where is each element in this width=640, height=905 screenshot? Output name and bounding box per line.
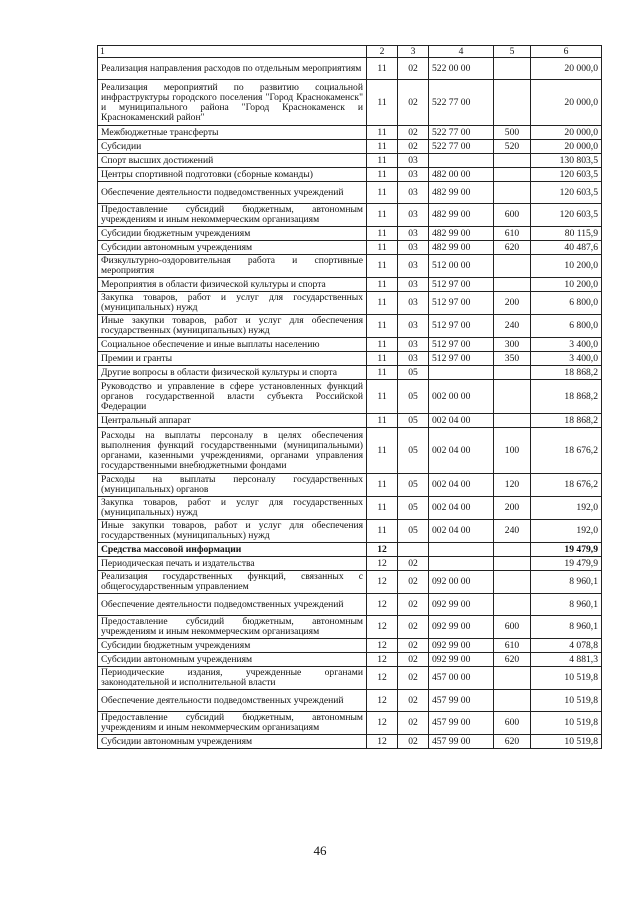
row-name-cell: Закупка товаров, работ и услуг для государственных (муниципальных) нужд: [98, 292, 367, 315]
row-section-cell: 11: [367, 497, 398, 520]
table-row: [98, 292, 602, 315]
row-article-cell: 522 77 00: [429, 80, 494, 126]
row-subsection-cell: 05: [398, 380, 429, 414]
row-subsection-cell: 03: [398, 204, 429, 227]
row-amount-cell: 40 487,6: [531, 241, 602, 255]
row-subsection-cell: 02: [398, 616, 429, 639]
row-subsection-cell: 03: [398, 292, 429, 315]
row-amount-cell: 19 479,9: [531, 557, 602, 571]
table-row: [98, 278, 602, 292]
row-amount-cell: 20 000,0: [531, 140, 602, 154]
row-article-cell: 482 00 00: [429, 168, 494, 182]
row-amount-cell: 192,0: [531, 497, 602, 520]
row-name-cell: Спорт высших достижений: [98, 154, 367, 168]
row-article-cell: 512 97 00: [429, 292, 494, 315]
row-section-cell: 12: [367, 690, 398, 712]
row-expense-type-cell: 620: [494, 653, 531, 667]
row-article-cell: 482 99 00: [429, 204, 494, 227]
row-article-cell: 092 99 00: [429, 616, 494, 639]
row-expense-type-cell: [494, 255, 531, 278]
row-article-cell: 522 00 00: [429, 58, 494, 80]
table-row: [98, 616, 602, 639]
row-article-cell: 512 97 00: [429, 278, 494, 292]
table-row: [98, 154, 602, 168]
row-expense-type-cell: 520: [494, 140, 531, 154]
row-section-cell: 12: [367, 735, 398, 749]
row-subsection-cell: 03: [398, 227, 429, 241]
row-amount-cell: 8 960,1: [531, 616, 602, 639]
row-expense-type-cell: 600: [494, 616, 531, 639]
row-article-cell: 512 00 00: [429, 255, 494, 278]
table-row: [98, 571, 602, 594]
row-expense-type-cell: [494, 543, 531, 557]
row-expense-type-cell: 100: [494, 428, 531, 474]
row-expense-type-cell: 240: [494, 315, 531, 338]
row-section-cell: 11: [367, 154, 398, 168]
row-subsection-cell: 02: [398, 712, 429, 735]
row-name-cell: Иные закупки товаров, работ и услуг для обеспечения государственных (муниципальных) нужд: [98, 315, 367, 338]
row-amount-cell: 120 603,5: [531, 168, 602, 182]
row-subsection-cell: 03: [398, 315, 429, 338]
row-name-cell: Межбюджетные трансферты: [98, 126, 367, 140]
row-article-cell: 002 04 00: [429, 414, 494, 428]
row-section-cell: 11: [367, 520, 398, 543]
row-amount-cell: 4 881,3: [531, 653, 602, 667]
row-section-cell: 11: [367, 292, 398, 315]
row-subsection-cell: 03: [398, 241, 429, 255]
table-row: [98, 168, 602, 182]
table-row: [98, 497, 602, 520]
row-article-cell: 522 77 00: [429, 126, 494, 140]
budget-table: [97, 45, 602, 749]
table-body: [98, 58, 602, 749]
row-section-cell: 11: [367, 168, 398, 182]
row-section-cell: 11: [367, 278, 398, 292]
table-row: [98, 80, 602, 126]
row-section-cell: 11: [367, 315, 398, 338]
row-article-cell: 457 99 00: [429, 735, 494, 749]
row-amount-cell: 3 400,0: [531, 338, 602, 352]
row-section-cell: 11: [367, 227, 398, 241]
row-name-cell: Средства массовой информации: [98, 543, 367, 557]
header-cell-6: 6: [531, 46, 602, 58]
table-row: [98, 557, 602, 571]
row-name-cell: Обеспечение деятельности подведомственных учреждений: [98, 690, 367, 712]
table-row: [98, 667, 602, 690]
table-row: [98, 366, 602, 380]
row-amount-cell: 10 200,0: [531, 255, 602, 278]
row-section-cell: 11: [367, 204, 398, 227]
row-name-cell: Предоставление субсидий бюджетным, автономным учреждениям и иным некоммерческим организациям: [98, 204, 367, 227]
table-row: [98, 653, 602, 667]
row-amount-cell: 20 000,0: [531, 126, 602, 140]
row-expense-type-cell: [494, 414, 531, 428]
row-section-cell: 12: [367, 639, 398, 653]
table-row: [98, 58, 602, 80]
row-amount-cell: 19 479,9: [531, 543, 602, 557]
table-row: [98, 182, 602, 204]
table-row: [98, 227, 602, 241]
row-expense-type-cell: [494, 168, 531, 182]
row-subsection-cell: 02: [398, 571, 429, 594]
row-subsection-cell: 03: [398, 255, 429, 278]
table-row: [98, 255, 602, 278]
row-name-cell: Иные закупки товаров, работ и услуг для обеспечения государственных (муниципальных) нужд: [98, 520, 367, 543]
row-expense-type-cell: 500: [494, 126, 531, 140]
row-subsection-cell: 02: [398, 653, 429, 667]
row-name-cell: Реализация направления расходов по отдельным мероприятиям: [98, 58, 367, 80]
table-row: [98, 338, 602, 352]
row-expense-type-cell: [494, 594, 531, 616]
row-amount-cell: 6 800,0: [531, 315, 602, 338]
row-article-cell: 092 00 00: [429, 571, 494, 594]
row-name-cell: Руководство и управление в сфере установленных функций органов государственной власти субъекта Российской Федерации: [98, 380, 367, 414]
table-row: [98, 520, 602, 543]
row-section-cell: 11: [367, 352, 398, 366]
row-section-cell: 12: [367, 557, 398, 571]
row-article-cell: [429, 557, 494, 571]
row-expense-type-cell: [494, 690, 531, 712]
table-header-row: [98, 46, 602, 58]
row-amount-cell: 120 603,5: [531, 182, 602, 204]
row-section-cell: 12: [367, 667, 398, 690]
row-amount-cell: 10 519,8: [531, 735, 602, 749]
row-section-cell: 11: [367, 58, 398, 80]
row-expense-type-cell: [494, 380, 531, 414]
row-section-cell: 12: [367, 616, 398, 639]
row-subsection-cell: 03: [398, 278, 429, 292]
row-subsection-cell: 02: [398, 690, 429, 712]
row-amount-cell: 8 960,1: [531, 594, 602, 616]
row-expense-type-cell: 350: [494, 352, 531, 366]
row-subsection-cell: 02: [398, 639, 429, 653]
table-row: [98, 204, 602, 227]
row-article-cell: 092 99 00: [429, 653, 494, 667]
row-name-cell: Субсидии автономным учреждениям: [98, 735, 367, 749]
row-name-cell: Предоставление субсидий бюджетным, автономным учреждениям и иным некоммерческим организациям: [98, 712, 367, 735]
row-subsection-cell: 05: [398, 497, 429, 520]
row-expense-type-cell: [494, 366, 531, 380]
table-row: [98, 543, 602, 557]
page-number: 46: [313, 843, 327, 858]
row-amount-cell: 4 078,8: [531, 639, 602, 653]
row-section-cell: 12: [367, 653, 398, 667]
row-article-cell: 457 00 00: [429, 667, 494, 690]
row-amount-cell: 130 803,5: [531, 154, 602, 168]
header-cell-1: 1: [98, 46, 367, 58]
row-name-cell: Реализация государственных функций, связанных с общегосударственным управлением: [98, 571, 367, 594]
row-name-cell: Другие вопросы в области физической культуры и спорта: [98, 366, 367, 380]
row-subsection-cell: 05: [398, 414, 429, 428]
row-expense-type-cell: 600: [494, 204, 531, 227]
row-section-cell: 11: [367, 338, 398, 352]
row-amount-cell: 20 000,0: [531, 80, 602, 126]
row-article-cell: 092 99 00: [429, 639, 494, 653]
row-amount-cell: 10 519,8: [531, 690, 602, 712]
row-article-cell: 482 99 00: [429, 182, 494, 204]
table-row: [98, 126, 602, 140]
row-name-cell: Субсидии автономным учреждениям: [98, 241, 367, 255]
row-expense-type-cell: 610: [494, 639, 531, 653]
row-amount-cell: 10 200,0: [531, 278, 602, 292]
table-row: [98, 712, 602, 735]
row-section-cell: 11: [367, 366, 398, 380]
table-row: [98, 474, 602, 497]
row-subsection-cell: 02: [398, 58, 429, 80]
table-row: [98, 241, 602, 255]
row-expense-type-cell: 200: [494, 497, 531, 520]
row-subsection-cell: 05: [398, 474, 429, 497]
row-expense-type-cell: 120: [494, 474, 531, 497]
row-amount-cell: 18 868,2: [531, 414, 602, 428]
row-amount-cell: 18 868,2: [531, 380, 602, 414]
row-section-cell: 11: [367, 428, 398, 474]
row-section-cell: 11: [367, 414, 398, 428]
row-subsection-cell: 03: [398, 338, 429, 352]
row-section-cell: 11: [367, 474, 398, 497]
table-row: [98, 428, 602, 474]
row-article-cell: 512 97 00: [429, 315, 494, 338]
table-row: [98, 352, 602, 366]
row-section-cell: 11: [367, 241, 398, 255]
row-name-cell: Обеспечение деятельности подведомственных учреждений: [98, 594, 367, 616]
row-article-cell: 512 97 00: [429, 352, 494, 366]
row-name-cell: Закупка товаров, работ и услуг для государственных (муниципальных) нужд: [98, 497, 367, 520]
row-name-cell: Премии и гранты: [98, 352, 367, 366]
row-article-cell: 002 04 00: [429, 428, 494, 474]
row-subsection-cell: 02: [398, 140, 429, 154]
row-subsection-cell: 02: [398, 557, 429, 571]
row-subsection-cell: 03: [398, 352, 429, 366]
row-amount-cell: 20 000,0: [531, 58, 602, 80]
row-expense-type-cell: 620: [494, 735, 531, 749]
row-article-cell: 512 97 00: [429, 338, 494, 352]
row-name-cell: Мероприятия в области физической культуры и спорта: [98, 278, 367, 292]
row-article-cell: 002 04 00: [429, 474, 494, 497]
header-cell-4: 4: [429, 46, 494, 58]
row-section-cell: 12: [367, 571, 398, 594]
row-expense-type-cell: [494, 571, 531, 594]
table-row: [98, 380, 602, 414]
table-row: [98, 735, 602, 749]
row-article-cell: [429, 154, 494, 168]
row-expense-type-cell: 600: [494, 712, 531, 735]
row-name-cell: Социальное обеспечение и иные выплаты населению: [98, 338, 367, 352]
row-expense-type-cell: 300: [494, 338, 531, 352]
row-subsection-cell: 02: [398, 126, 429, 140]
row-expense-type-cell: 620: [494, 241, 531, 255]
row-section-cell: 11: [367, 126, 398, 140]
row-subsection-cell: 05: [398, 520, 429, 543]
table-row: [98, 414, 602, 428]
row-name-cell: Расходы на выплаты персоналу в целях обеспечения выполнения функций государственными (муниципальными) органами, казенными учреждениями, органами управления государственными внебюджетными фондами: [98, 428, 367, 474]
row-expense-type-cell: [494, 278, 531, 292]
row-section-cell: 12: [367, 543, 398, 557]
row-expense-type-cell: [494, 182, 531, 204]
row-subsection-cell: 05: [398, 366, 429, 380]
row-name-cell: Субсидии автономным учреждениям: [98, 653, 367, 667]
row-subsection-cell: 03: [398, 182, 429, 204]
header-cell-2: 2: [367, 46, 398, 58]
row-name-cell: Субсидии бюджетным учреждениям: [98, 639, 367, 653]
row-article-cell: 522 77 00: [429, 140, 494, 154]
header-cell-3: 3: [398, 46, 429, 58]
row-name-cell: Расходы на выплаты персоналу государственных (муниципальных) органов: [98, 474, 367, 497]
row-amount-cell: 18 676,2: [531, 428, 602, 474]
table-row: [98, 690, 602, 712]
row-expense-type-cell: [494, 80, 531, 126]
row-name-cell: Физкультурно-оздоровительная работа и спортивные мероприятия: [98, 255, 367, 278]
row-name-cell: Центральный аппарат: [98, 414, 367, 428]
row-amount-cell: 80 115,9: [531, 227, 602, 241]
row-section-cell: 11: [367, 140, 398, 154]
row-amount-cell: 10 519,8: [531, 667, 602, 690]
row-subsection-cell: [398, 543, 429, 557]
row-name-cell: Обеспечение деятельности подведомственных учреждений: [98, 182, 367, 204]
row-section-cell: 11: [367, 255, 398, 278]
row-article-cell: 482 99 00: [429, 241, 494, 255]
row-section-cell: 12: [367, 594, 398, 616]
row-amount-cell: 8 960,1: [531, 571, 602, 594]
row-subsection-cell: 02: [398, 80, 429, 126]
table-row: [98, 315, 602, 338]
row-section-cell: 11: [367, 380, 398, 414]
row-expense-type-cell: [494, 557, 531, 571]
row-article-cell: 002 04 00: [429, 520, 494, 543]
row-article-cell: 002 00 00: [429, 380, 494, 414]
row-section-cell: 12: [367, 712, 398, 735]
row-name-cell: Предоставление субсидий бюджетным, автономным учреждениям и иным некоммерческим организациям: [98, 616, 367, 639]
row-expense-type-cell: 200: [494, 292, 531, 315]
row-name-cell: Периодические издания, учрежденные органами законодательной и исполнительной власти: [98, 667, 367, 690]
row-section-cell: 11: [367, 182, 398, 204]
row-article-cell: 482 99 00: [429, 227, 494, 241]
row-amount-cell: 192,0: [531, 520, 602, 543]
row-name-cell: Центры спортивной подготовки (сборные команды): [98, 168, 367, 182]
table-row: [98, 140, 602, 154]
row-subsection-cell: 05: [398, 428, 429, 474]
row-expense-type-cell: [494, 667, 531, 690]
row-subsection-cell: 03: [398, 168, 429, 182]
row-article-cell: [429, 366, 494, 380]
row-subsection-cell: 03: [398, 154, 429, 168]
row-article-cell: 002 04 00: [429, 497, 494, 520]
row-article-cell: [429, 543, 494, 557]
table-row: [98, 639, 602, 653]
row-article-cell: 457 99 00: [429, 690, 494, 712]
row-amount-cell: 18 676,2: [531, 474, 602, 497]
row-expense-type-cell: [494, 58, 531, 80]
row-name-cell: Реализация мероприятий по развитию социальной инфраструктуры городского поселения "Город Краснокаменск" и муниципального района "Город Краснокаменск и Краснокаменский район": [98, 80, 367, 126]
row-subsection-cell: 02: [398, 667, 429, 690]
header-cell-5: 5: [494, 46, 531, 58]
row-section-cell: 11: [367, 80, 398, 126]
row-amount-cell: 6 800,0: [531, 292, 602, 315]
row-amount-cell: 3 400,0: [531, 352, 602, 366]
row-amount-cell: 10 519,8: [531, 712, 602, 735]
row-expense-type-cell: 610: [494, 227, 531, 241]
row-article-cell: 457 99 00: [429, 712, 494, 735]
row-amount-cell: 18 868,2: [531, 366, 602, 380]
row-amount-cell: 120 603,5: [531, 204, 602, 227]
row-subsection-cell: 02: [398, 735, 429, 749]
table-row: [98, 594, 602, 616]
row-name-cell: Субсидии бюджетным учреждениям: [98, 227, 367, 241]
row-name-cell: Периодическая печать и издательства: [98, 557, 367, 571]
row-subsection-cell: 02: [398, 594, 429, 616]
row-name-cell: Субсидии: [98, 140, 367, 154]
row-article-cell: 092 99 00: [429, 594, 494, 616]
row-expense-type-cell: 240: [494, 520, 531, 543]
row-expense-type-cell: [494, 154, 531, 168]
